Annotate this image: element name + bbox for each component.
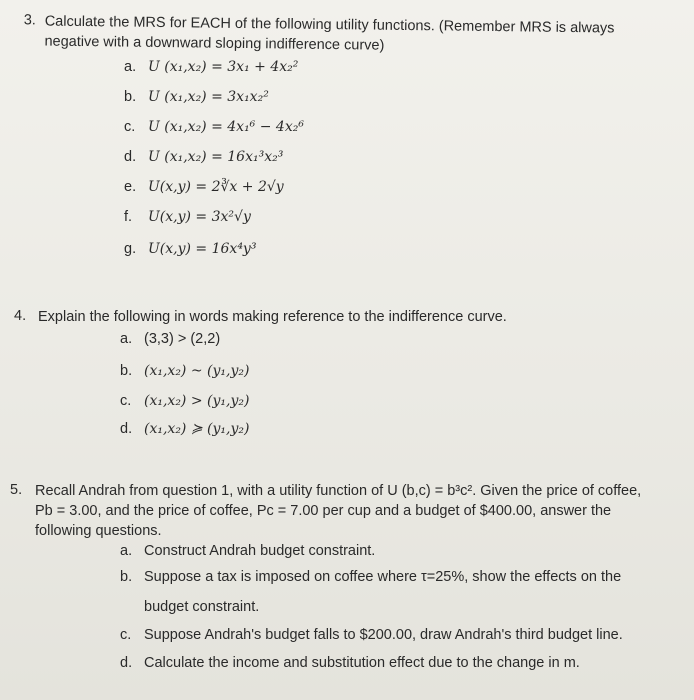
q5-item-a xyxy=(120,542,375,560)
q3-item-b xyxy=(124,88,269,106)
question-5-prompt-line-1: Recall Andrah from question 1, with a utility function of U (b,c) = b³c². Given the price of coffee, xyxy=(35,483,642,499)
q5-item-c-label: c. xyxy=(120,627,132,643)
q5-item-c xyxy=(120,626,623,644)
question-5-prompt-line-3: following questions. xyxy=(35,523,162,539)
q4-item-d-label: d. xyxy=(120,421,133,437)
q3-item-g-label: g. xyxy=(124,241,137,257)
q3-item-d-label: d. xyxy=(124,149,137,165)
q3-item-d-formula: U (x₁,x₂) = 16x₁³x₂³ xyxy=(148,149,284,165)
q4-item-c xyxy=(120,392,249,410)
q4-item-d xyxy=(120,420,249,438)
q3-item-a-label: a. xyxy=(124,59,137,75)
q3-item-g xyxy=(124,240,256,258)
question-5-number: 5. xyxy=(10,482,23,498)
q3-item-e-formula: U(x,y) = 2∛x + 2√y xyxy=(148,179,284,195)
q3-item-b-label: b. xyxy=(124,89,137,105)
q5-item-d xyxy=(120,654,580,672)
q5-item-b-continuation: budget constraint. xyxy=(144,599,260,615)
q4-item-b-label: b. xyxy=(120,363,133,379)
q3-item-f xyxy=(124,208,251,226)
q5-item-a-text: Construct Andrah budget constraint. xyxy=(144,543,376,559)
q3-item-f-formula: U(x,y) = 3x²√y xyxy=(148,209,251,225)
question-4-number: 4. xyxy=(14,308,27,324)
question-3-number: 3. xyxy=(23,12,36,29)
q5-item-b xyxy=(120,568,621,586)
q5-item-d-text: Calculate the income and substitution effect due to the change in m. xyxy=(144,655,580,671)
q4-item-d-text: (x₁,x₂) ≽ (y₁,y₂) xyxy=(144,421,250,437)
q3-item-e xyxy=(124,178,284,196)
q3-item-a xyxy=(124,58,298,76)
q3-item-g-formula: U(x,y) = 16x⁴y³ xyxy=(148,241,257,257)
q4-item-c-text: (x₁,x₂) > (y₁,y₂) xyxy=(144,393,250,409)
q4-item-b xyxy=(120,362,249,380)
q5-item-c-text: Suppose Andrah's budget falls to $200.00, draw Andrah's third budget line. xyxy=(144,627,623,643)
q3-item-c-formula: U (x₁,x₂) = 4x₁⁶ − 4x₂⁶ xyxy=(148,119,304,135)
q4-item-a-text: (3,3) > (2,2) xyxy=(144,331,221,347)
q3-item-d xyxy=(124,148,283,166)
q3-item-b-formula: U (x₁,x₂) = 3x₁x₂² xyxy=(148,89,269,105)
q5-item-b-text: Suppose a tax is imposed on coffee where τ=25%, show the effects on the xyxy=(144,569,622,585)
q4-item-a-label: a. xyxy=(120,331,133,347)
q3-item-e-label: e. xyxy=(124,179,137,195)
q3-item-a-formula: U (x₁,x₂) = 3x₁ + 4x₂² xyxy=(148,59,299,75)
question-5-prompt-line-2: Pb = 3.00, and the price of coffee, Pc = 7.00 per cup and a budget of $400.00, answer the xyxy=(35,503,612,519)
q5-item-a-label: a. xyxy=(120,543,133,559)
q4-item-c-label: c. xyxy=(120,393,132,409)
q3-item-f-label: f. xyxy=(124,209,133,225)
q5-item-d-label: d. xyxy=(120,655,133,671)
question-3-prompt-line-1: Calculate the MRS for EACH of the following utility functions. (Remember MRS is always xyxy=(44,13,615,37)
question-4-prompt: Explain the following in words making reference to the indifference curve. xyxy=(38,309,507,325)
question-3-prompt-line-2: negative with a downward sloping indifference curve) xyxy=(44,33,385,54)
question-3 xyxy=(0,0,694,54)
q3-item-c xyxy=(124,118,304,136)
q4-item-b-text: (x₁,x₂) ~ (y₁,y₂) xyxy=(144,363,250,379)
q3-item-c-label: c. xyxy=(124,119,136,135)
q4-item-a xyxy=(120,330,220,348)
q5-item-b-label: b. xyxy=(120,569,133,585)
